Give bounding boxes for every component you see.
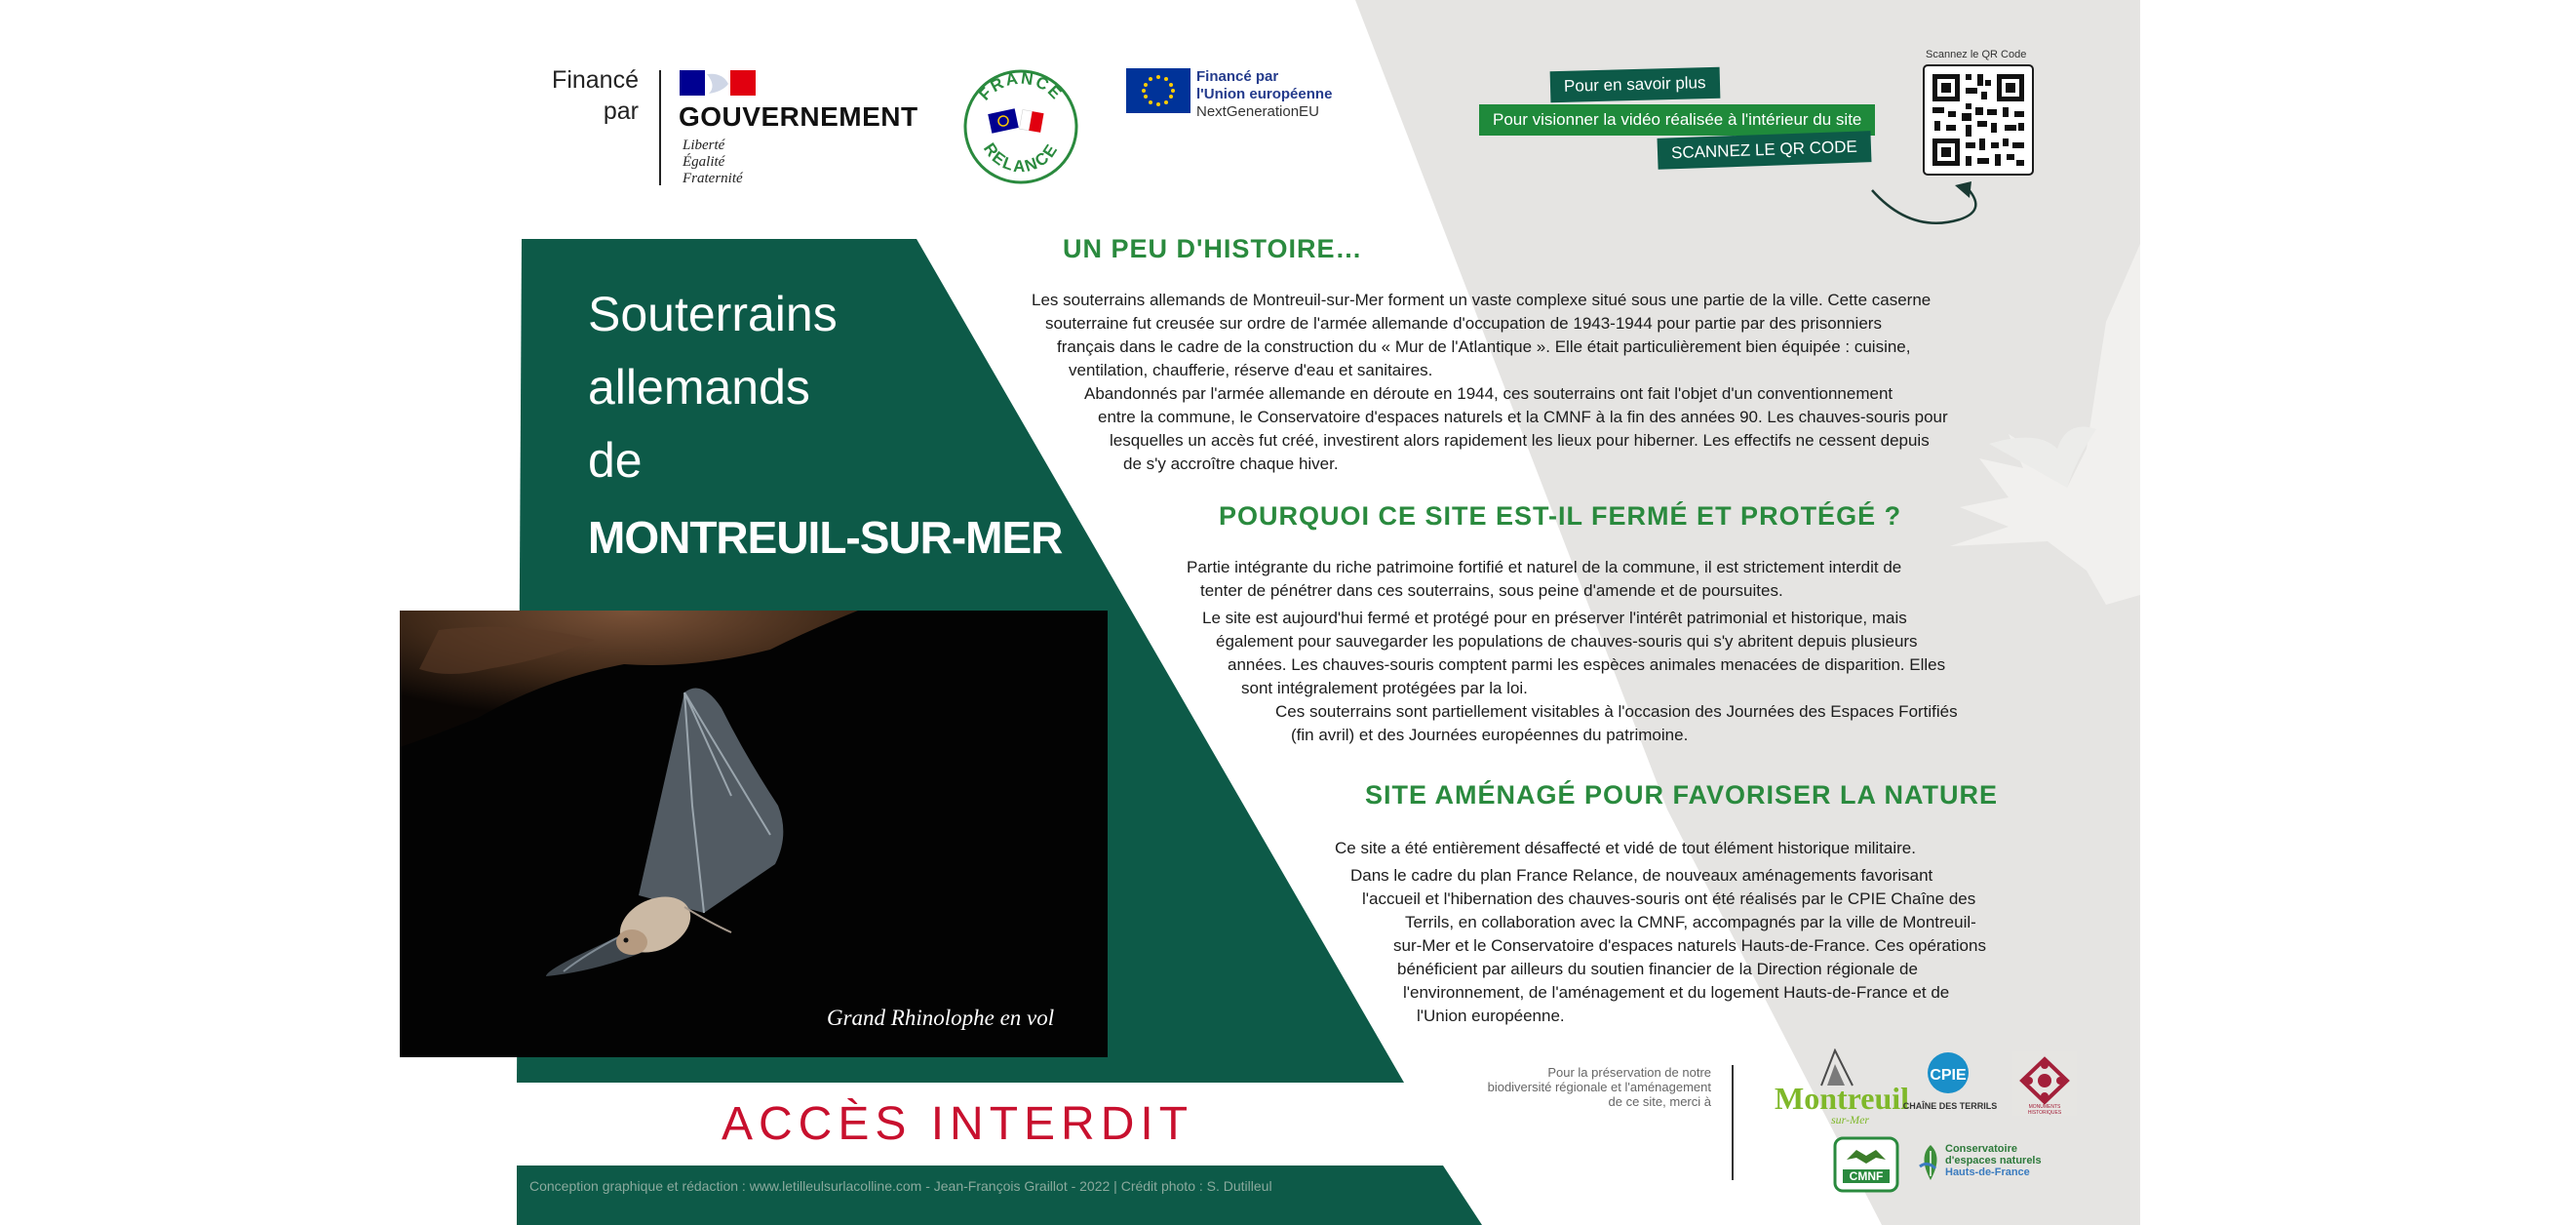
- preservation-text: Pour la préservation de notre biodiversité régionale et l'aménagement de ce site, merci à: [1487, 1065, 1711, 1109]
- section-heading-history: UN PEU D'HISTOIRE…: [1063, 234, 1363, 263]
- protection-paragraph-1: [1187, 556, 1901, 603]
- photo-caption: Grand Rhinolophe en vol: [827, 1006, 1055, 1030]
- nature-paragraph-1: [1335, 837, 1916, 860]
- cmnf-logo: [1833, 1136, 1899, 1193]
- qr-caption: Scannez le QR Code: [1926, 49, 2027, 60]
- france-relance-logo: [962, 68, 1079, 185]
- divider: [659, 70, 661, 185]
- text-line: tenter de pénétrer dans ces souterrains, sous peine d'amende et de poursuites.: [1200, 581, 1783, 600]
- credits-text: Conception graphique et rédaction : www.letilleulsurlacolline.com - Jean-François Graillot - 2022 | Crédit photo : S. Dutilleul: [529, 1178, 1272, 1194]
- text-line: lesquelles un accès fut créé, investirent alors rapidement les lieux pour hiberner. Les effectifs ne cessent depuis: [1110, 431, 1930, 450]
- eu-funding-text: [1196, 68, 1332, 121]
- history-paragraph-2: [1084, 382, 1948, 476]
- text-line: également pour sauvegarder les populations de chauves-souris qui s'y abritent depuis plusieurs: [1216, 632, 1918, 651]
- text-line: l'environnement, de l'aménagement et du logement Hauts-de-France et de: [1403, 983, 1950, 1002]
- monuments-text: MONUMENTS HISTORIQUES: [2027, 1104, 2062, 1116]
- cpie-logo: [1901, 1051, 1999, 1120]
- eu-flag-icon: [1126, 68, 1190, 113]
- monuments-logo: [2012, 1051, 2077, 1116]
- montreuil-subtext: sur-Mer: [1831, 1113, 1870, 1126]
- marianne-icon: [680, 68, 758, 99]
- text-line: années. Les chauves-souris comptent parmi les espèces animales menacées de disparition. Elles: [1228, 655, 1946, 674]
- cen-logo: [1916, 1141, 2052, 1190]
- scan-label: SCANNEZ LE QR CODE: [1658, 131, 1872, 170]
- eu-title: Financé par: [1196, 68, 1279, 85]
- text-line: sur-Mer et le Conservatoire d'espaces naturels Hauts-de-France. Ces opérations: [1393, 936, 1986, 955]
- cen-line: d'espaces naturels: [1945, 1155, 2042, 1166]
- cpie-icon: [1901, 1051, 1999, 1096]
- more-info-label: Pour en savoir plus: [1550, 67, 1720, 103]
- france-relance-top: FRANCE: [975, 68, 1067, 104]
- protection-paragraph-3: [1275, 700, 1958, 747]
- cmnf-icon: [1833, 1136, 1899, 1193]
- access-forbidden-label: ACCÈS INTERDIT: [722, 1098, 1194, 1150]
- title-line-3: de: [588, 433, 643, 488]
- title-line-2: allemands: [588, 360, 810, 415]
- cpie-letters: CPIE: [1930, 1067, 1967, 1084]
- finance-label: Financé par: [552, 66, 639, 125]
- eu-subtitle: l'Union européenne: [1196, 86, 1333, 102]
- text-line: ventilation, chaufferie, réserve d'eau et sanitaires.: [1069, 361, 1433, 379]
- main-title: [588, 278, 1062, 574]
- text-line: l'accueil et l'hibernation des chauves-souris ont été réalisés par le CPIE Chaîne des: [1362, 889, 1976, 908]
- cmnf-text: CMNF: [1849, 1169, 1884, 1183]
- bat-photo: [400, 611, 1108, 1057]
- text-line: Terrils, en collaboration avec la CMNF, accompagnés par la ville de Montreuil-: [1405, 913, 1976, 931]
- divider: [1732, 1065, 1734, 1180]
- protection-paragraph-2: [1202, 607, 1945, 700]
- text-line: Les souterrains allemands de Montreuil-sur-Mer forment un vaste complexe situé sous une partie de la ville. Cette caserne: [1032, 291, 1932, 309]
- text-line: français dans le cadre de la construction du « Mur de l'Atlantique ». Elle était particulièrement bien équipée : cuisine,: [1057, 337, 1911, 356]
- title-line-4: MONTREUIL-SUR-MER: [588, 512, 1063, 563]
- section-heading-protection: POURQUOI CE SITE EST-IL FERMÉ ET PROTÉGÉ ?: [1219, 501, 1902, 531]
- nature-paragraph-2: [1350, 864, 1986, 1028]
- cen-line: Hauts-de-France: [1945, 1166, 2030, 1178]
- eu-program: NextGenerationEU: [1196, 103, 1319, 120]
- video-label: Pour visionner la vidéo réalisée à l'intérieur du site: [1479, 104, 1875, 136]
- montreuil-text: Montreuil: [1775, 1081, 1910, 1116]
- government-motto: [683, 138, 743, 187]
- france-relance-bottom: RELANCE: [979, 139, 1063, 177]
- text-line: l'Union européenne.: [1417, 1007, 1565, 1025]
- text-line: (fin avril) et des Journées européennes du patrimoine.: [1291, 726, 1689, 744]
- cen-leaf-icon: [1916, 1143, 1945, 1182]
- history-paragraph-1: [1032, 289, 1931, 382]
- text-line: de s'y accroître chaque hiver.: [1123, 454, 1339, 473]
- motto-egalite: Égalité: [683, 154, 725, 170]
- motto-liberte: Liberté: [683, 138, 725, 153]
- text-line: Le site est aujourd'hui fermé et protégé pour en préserver l'intérêt patrimonial et historique, mais: [1202, 609, 1907, 627]
- text-line: entre la commune, le Conservatoire d'espaces naturels et la CMNF à la fin des années 90. Les chauves-souris pour: [1098, 408, 1948, 426]
- credits-strip: [517, 1166, 1482, 1225]
- cen-line: Conservatoire: [1945, 1143, 2017, 1155]
- montreuil-logo: [1775, 1048, 1910, 1126]
- text-line: Ce site a été entièrement désaffecté et vidé de tout élément historique militaire.: [1335, 839, 1916, 857]
- cpie-text: CHAÎNE DES TERRILS: [1902, 1101, 1998, 1111]
- text-line: bénéficient par ailleurs du soutien financier de la Direction régionale de: [1397, 960, 1918, 978]
- cen-text: [1945, 1143, 2042, 1178]
- text-line: sont intégralement protégées par la loi.: [1241, 679, 1528, 697]
- text-line: Abandonnés par l'armée allemande en déroute en 1944, ces souterrains ont fait l'objet d'un conventionnement: [1084, 384, 1893, 403]
- section-heading-nature: SITE AMÉNAGÉ POUR FAVORISER LA NATURE: [1365, 780, 1999, 810]
- text-line: Ces souterrains sont partiellement visitables à l'occasion des Journées des Espaces Fortifiés: [1275, 702, 1958, 721]
- motto-fraternite: Fraternité: [683, 171, 743, 186]
- text-line: Partie intégrante du riche patrimoine fortifié et naturel de la commune, il est strictement interdit de: [1187, 558, 1902, 576]
- government-title: GOUVERNEMENT: [679, 101, 918, 132]
- qr-code[interactable]: [1923, 64, 2034, 176]
- text-line: souterraine fut creusée sur ordre de l'armée allemande d'occupation de 1943-1944 pour partie par des prisonniers: [1045, 314, 1882, 333]
- text-line: Dans le cadre du plan France Relance, de nouveaux aménagements favorisant: [1350, 866, 1933, 885]
- title-line-1: Souterrains: [588, 287, 838, 341]
